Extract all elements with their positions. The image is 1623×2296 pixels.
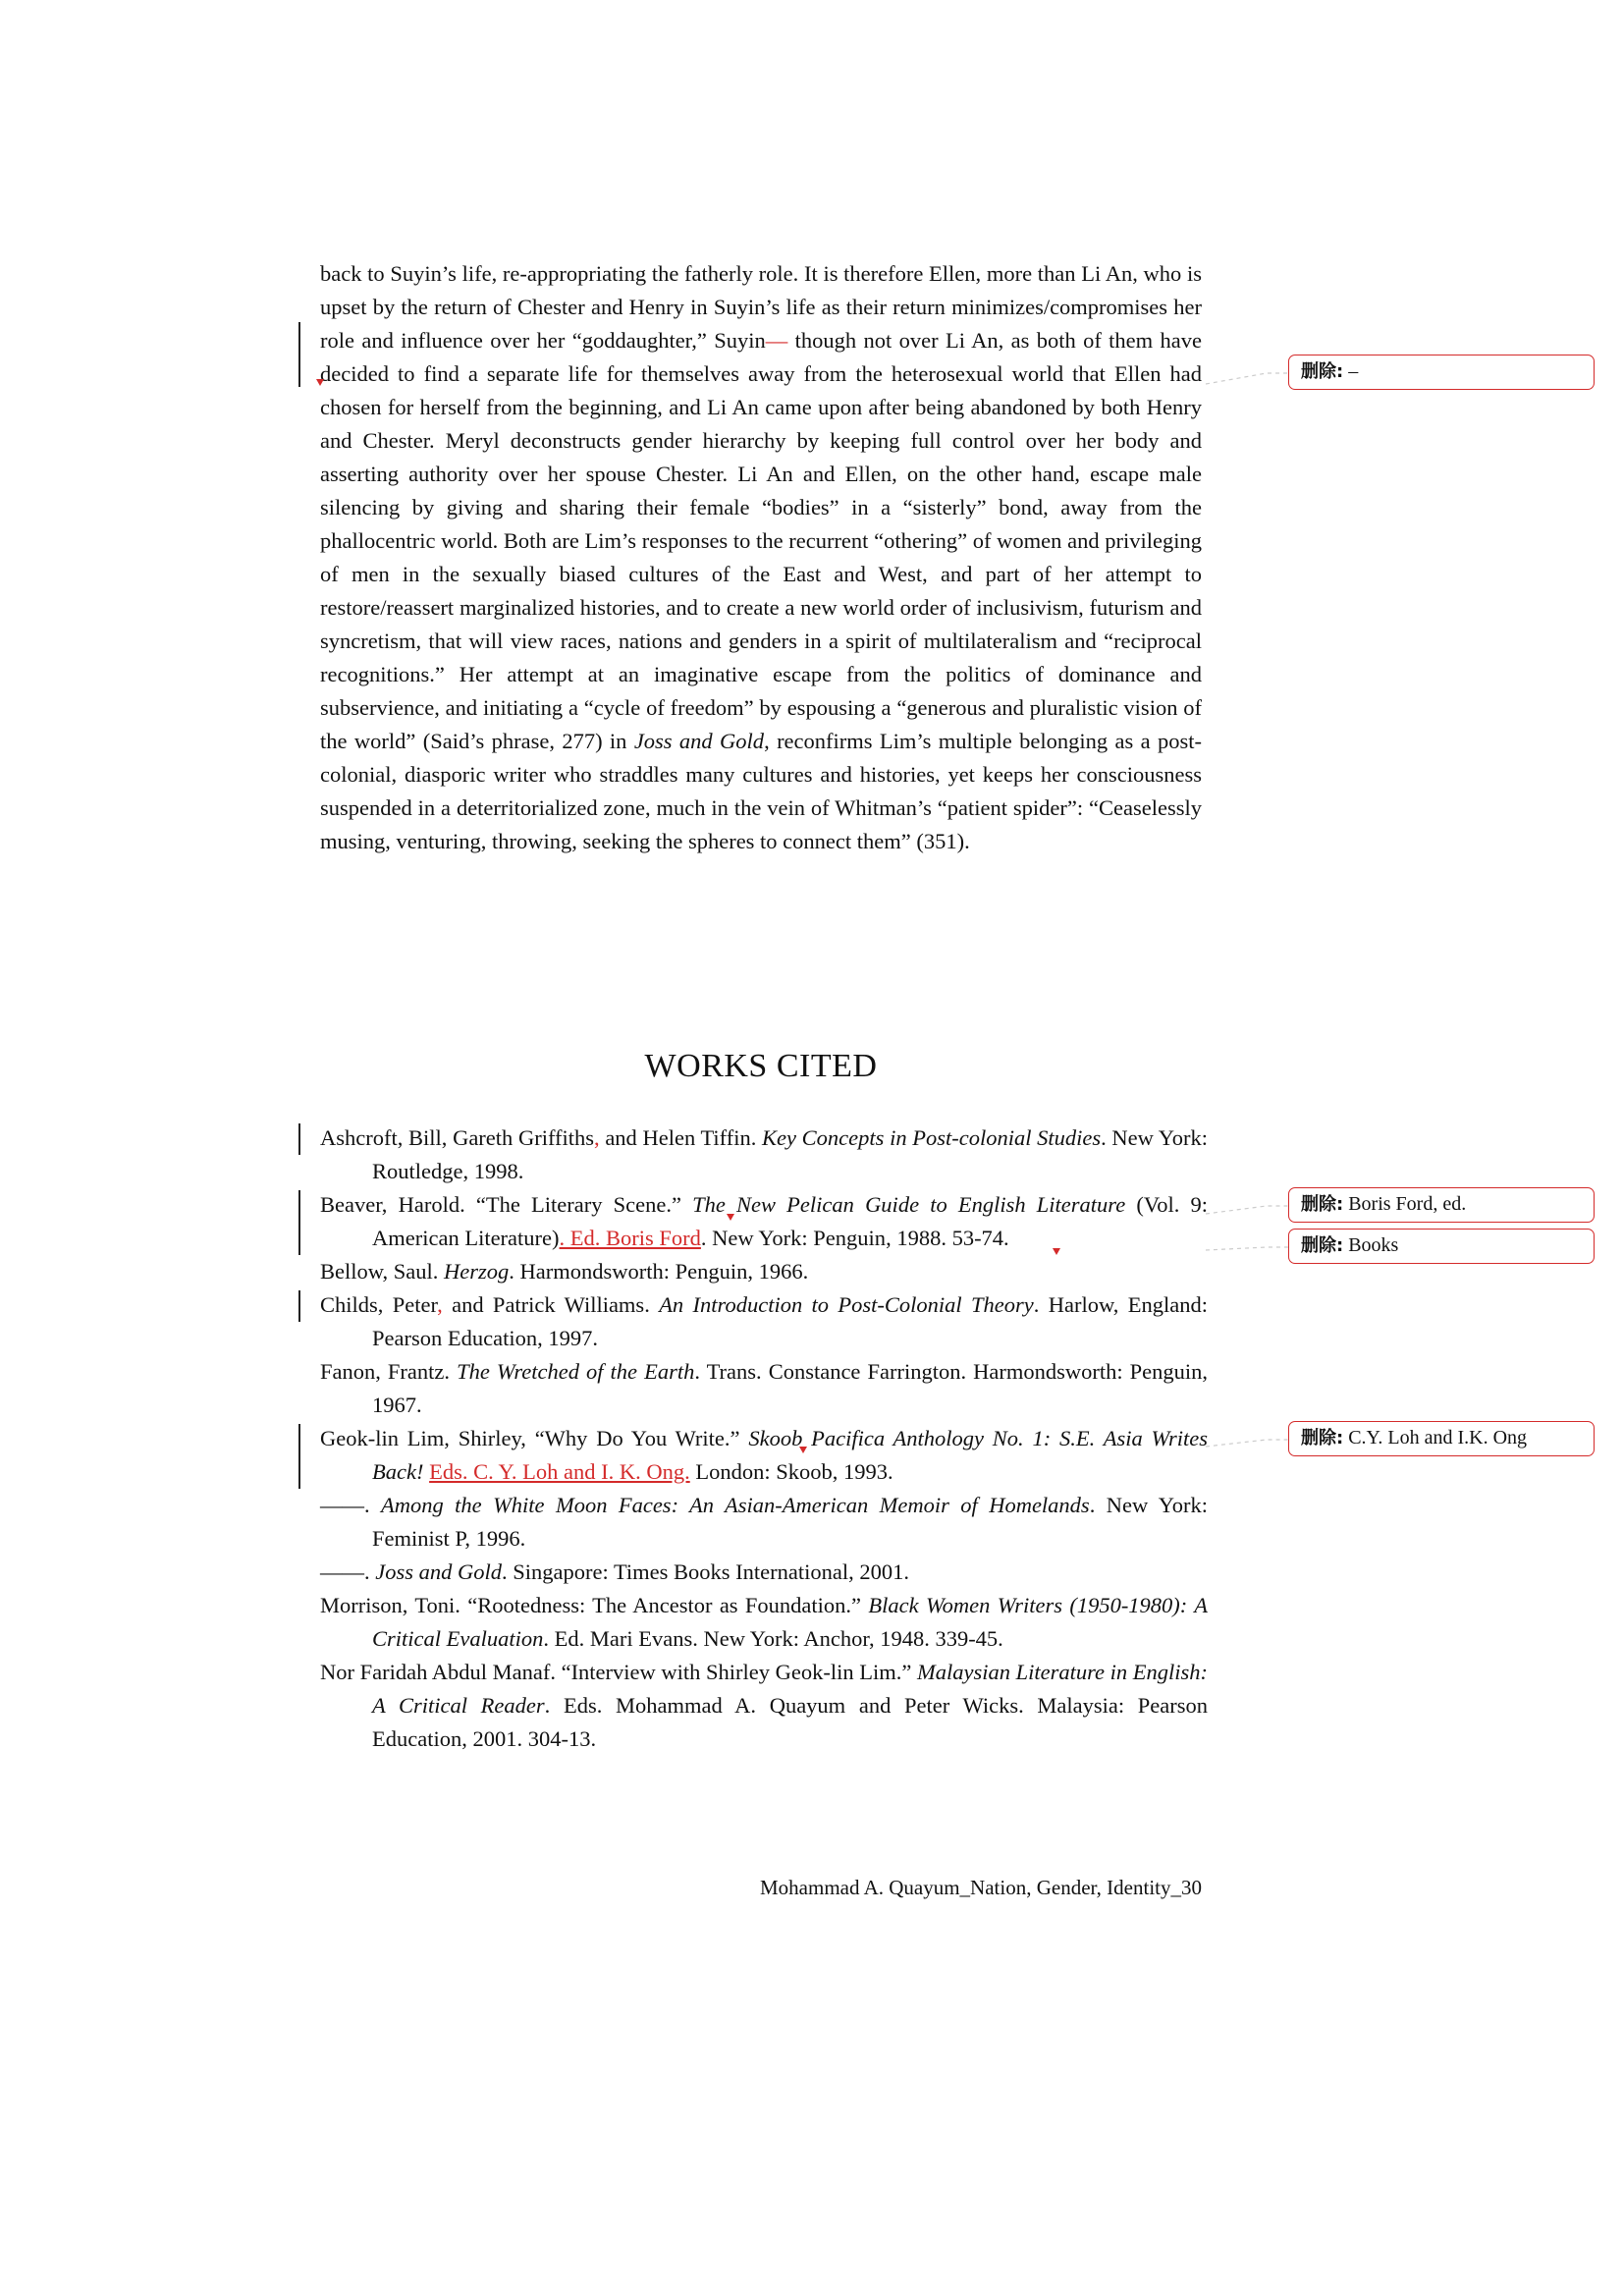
paragraph-text: , reconfirms Lim’s multiple belonging as a post-colonial, diasporic writer who straddles many cultures and histories, yet keeps her consciousness suspended in a deterritorialized zone, much in the vein of Whitman’s “patient spider”: “Ceaselessly musing, venturing, throwing, seeking the spheres to connect them” (351). bbox=[320, 729, 1202, 853]
ref-title: Among the White Moon Faces: An Asian-American Memoir of Homelands bbox=[381, 1493, 1090, 1517]
ref-title: Skoob Pacifica Anthology No. 1: S.E. Asia Writes Back! bbox=[372, 1426, 1209, 1484]
comment-label: 删除: bbox=[1301, 1194, 1344, 1215]
paragraph-text: back to Suyin’s life, re-appropriating the fatherly role. It is therefore Ellen, more than Li An, who is upset by the return of Chester and Henry in Suyin’s life as their return minimizes/compromises her role and influence over her “goddaughter,” Suyin bbox=[320, 261, 1202, 353]
inserted-text[interactable]: Eds. C. Y. Loh and I. K. Ong. bbox=[429, 1459, 690, 1484]
comment-label: 删除: bbox=[1301, 361, 1344, 382]
ref-text: Bellow, Saul. bbox=[320, 1259, 445, 1284]
ref-text: . Singapore: Times Books International, 2001. bbox=[502, 1559, 909, 1584]
ref-text: . Ed. Mari Evans. New York: Anchor, 1948. 339-45. bbox=[543, 1626, 1003, 1651]
ref-text: London: Skoob, 1993. bbox=[689, 1459, 893, 1484]
ref-title: Joss and Gold bbox=[375, 1559, 502, 1584]
ref-text: ——. bbox=[320, 1559, 376, 1584]
ref-title: Malaysian Literature in English: A Critical Reader bbox=[372, 1660, 1209, 1718]
ref-text: Beaver, Harold. “The Literary Scene.” bbox=[320, 1192, 693, 1217]
comment-text: Boris Ford, ed. bbox=[1348, 1193, 1467, 1215]
ref-text: . Eds. Mohammad A. Quayum and Peter Wicks. Malaysia: Pearson Education, 2001. 304-13. bbox=[372, 1693, 1208, 1751]
deletion-comment-balloon[interactable] bbox=[1288, 1187, 1595, 1223]
ref-text: . Trans. Constance Farrington. Harmondsworth: Penguin, 1967. bbox=[372, 1359, 1209, 1417]
inserted-comma[interactable]: , bbox=[437, 1292, 443, 1317]
ref-text: and Patrick Williams. bbox=[442, 1292, 660, 1317]
ref-title: An Introduction to Post-Colonial Theory bbox=[659, 1292, 1034, 1317]
ref-text: . Harmondsworth: Penguin, 1966. bbox=[509, 1259, 809, 1284]
ref-title: Key Concepts in Post-colonial Studies bbox=[762, 1125, 1102, 1150]
paragraph-text: though not over Li An, as both of them have decided to find a separate life for themselves away from the heterosexual world that Ellen had chosen for herself from the beginning, and Li An came upon after being abandoned by both Henry and Chester. Meryl deconstructs gender hierarchy by keeping full control over her body and asserting authority over her spouse Chester. Li An and Ellen, on the other hand, escape male silencing by giving and sharing their female “bodies” in a “sisterly” bond, away from the phallocentric world. Both are Lim’s responses to the recurrent “othering” of women and privileging of men in the sexually biased cultures of the East and West, and part of her attempt to restore/reassert marginalized histories, and to create a new world order of inclusivism, futurism and syncretism, that will view races, nations and genders in a spirit of multilateralism and “reciprocal recognitions.” Her attempt at an imaginative escape from the politics of dominance and subservience, and initiating a “cycle of freedom” by espousing a “generous and pluralistic vision of the world” (Said’s phrase, 277) in bbox=[320, 328, 1203, 753]
italic-title: Joss and Gold bbox=[633, 729, 765, 753]
comment-label: 删除: bbox=[1301, 1428, 1344, 1449]
ref-title: Black Women Writers (1950-1980): A Critical Evaluation bbox=[372, 1593, 1208, 1651]
comment-label: 删除: bbox=[1301, 1235, 1344, 1256]
works-cited-heading: WORKS CITED bbox=[644, 1048, 878, 1084]
ref-text: ——. bbox=[320, 1493, 382, 1517]
ref-text: Ashcroft, Bill, Gareth Griffiths bbox=[320, 1125, 595, 1150]
ref-text: (Vol. 9: American Literature) bbox=[372, 1192, 1209, 1250]
ref-text: . New York: Routledge, 1998. bbox=[372, 1125, 1208, 1183]
ref-text: . New York: Penguin bbox=[700, 1226, 887, 1250]
ref-text: Fanon, Frantz. bbox=[320, 1359, 458, 1384]
ref-text: Morrison, Toni. “Rootedness: The Ancestor as Foundation.” bbox=[320, 1593, 869, 1617]
deletion-comment-balloon[interactable] bbox=[1288, 355, 1595, 390]
ref-title: The Wretched of the Earth bbox=[457, 1359, 695, 1384]
deletion-comment-balloon[interactable] bbox=[1288, 1229, 1595, 1264]
ref-title: Herzog bbox=[444, 1259, 510, 1284]
page-footer: Mohammad A. Quayum_Nation, Gender, Identity_30 bbox=[760, 1876, 1202, 1899]
ref-text: Geok-lin Lim, Shirley, “Why Do You Write.” bbox=[320, 1426, 749, 1450]
ref-title: The New Pelican Guide to English Literature bbox=[692, 1192, 1126, 1217]
comment-text: Books bbox=[1348, 1234, 1399, 1256]
comment-text: – bbox=[1348, 360, 1359, 382]
deleted-dash-mark[interactable]: — bbox=[765, 328, 788, 353]
inserted-comma[interactable]: , bbox=[594, 1125, 600, 1150]
ref-text: Childs, Peter bbox=[320, 1292, 438, 1317]
comment-text: C.Y. Loh and I.K. Ong bbox=[1348, 1427, 1528, 1449]
ref-text: . Harlow, England: Pearson Education, 1997. bbox=[372, 1292, 1208, 1350]
ref-text: . New York: Feminist P, 1996. bbox=[372, 1493, 1209, 1551]
ref-text: , 1988. 53-74. bbox=[886, 1226, 1009, 1250]
ref-text: and Helen Tiffin. bbox=[599, 1125, 763, 1150]
ref-text: Nor Faridah Abdul Manaf. “Interview with Shirley Geok-lin Lim.” bbox=[320, 1660, 917, 1684]
deletion-comment-balloon[interactable] bbox=[1288, 1421, 1595, 1456]
inserted-text[interactable]: . Ed. Boris Ford bbox=[559, 1226, 701, 1250]
